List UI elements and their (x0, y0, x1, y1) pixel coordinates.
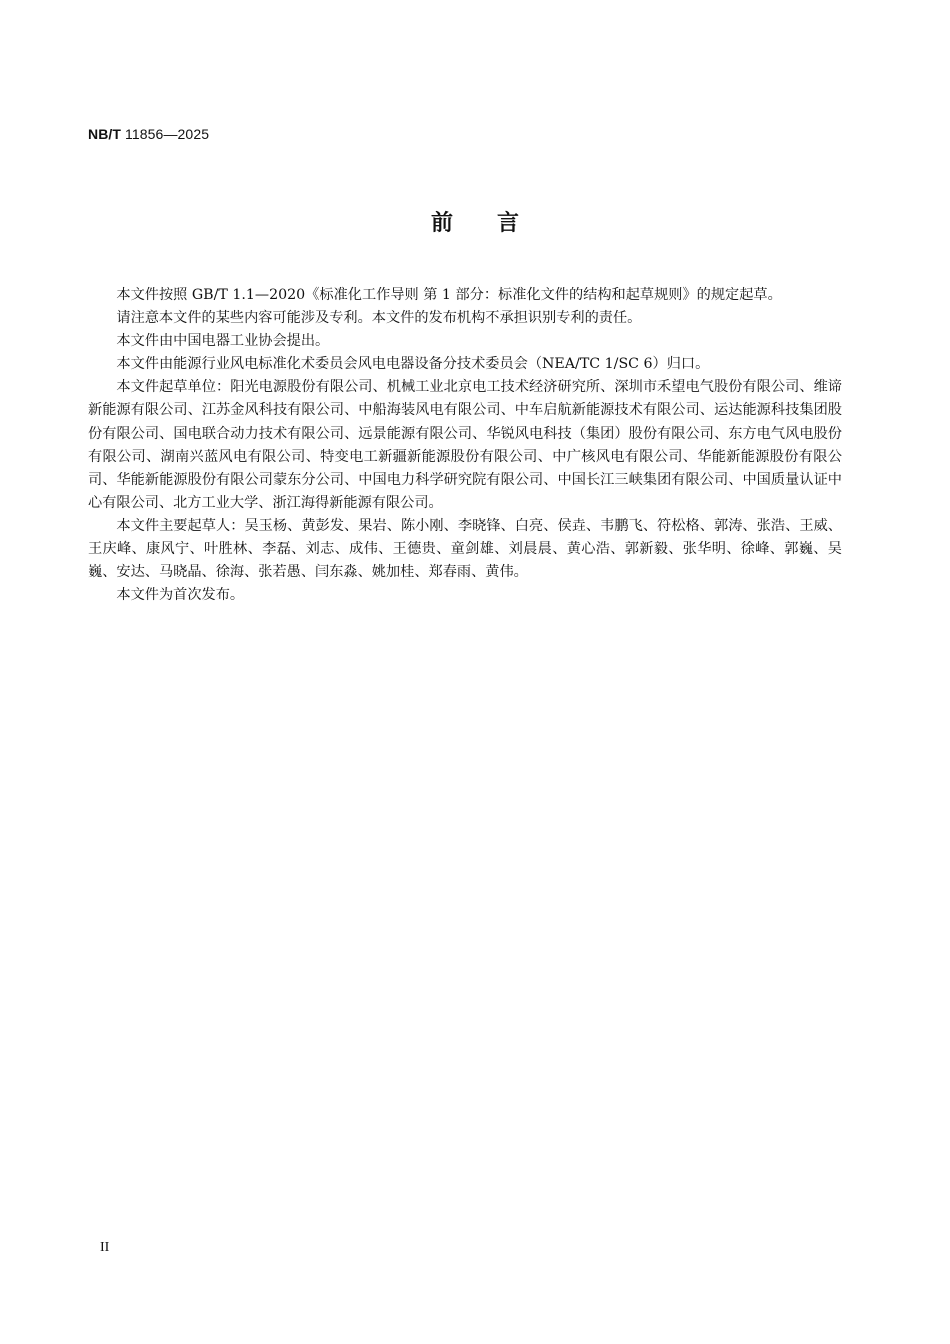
standard-prefix: NB/T (88, 126, 122, 142)
page-number: II (100, 1240, 110, 1255)
paragraph-drafting-rules: 本文件按照 GB/T 1.1—2020《标准化工作导则 第 1 部分：标准化文件的结构和起草规则》的规定起草。 (116, 287, 782, 303)
standard-code: 11856—2025 (121, 126, 210, 142)
standard-number (88, 126, 209, 142)
foreword-body (88, 284, 842, 607)
paragraph-main-drafters: 本文件主要起草人：吴玉杨、黄彭发、果岩、陈小刚、李晓锋、白亮、侯垚、韦鹏飞、符松格、郭涛、张浩、王威、王庆峰、康风宁、叶胜林、李磊、刘志、成伟、王德贵、童剑雄、刘晨晨、黄心浩、郭新毅、张华明、徐峰、郭巍、吴巍、安达、马晓晶、徐海、张若愚、闫东淼、姚加桂、郑春雨、黄伟。 (88, 517, 842, 581)
paragraph-proposer: 本文件由中国电器工业协会提出。 (116, 333, 330, 350)
paragraph-patent-notice: 请注意本文件的某些内容可能涉及专利。本文件的发布机构不承担识别专利的责任。 (116, 310, 642, 327)
paragraph-first-edition: 本文件为首次发布。 (116, 587, 245, 604)
paragraph-technical-committee: 本文件由能源行业风电标准化术委员会风电电器设备分技术委员会（NEA/TC 1/SC 6）归口。 (116, 356, 710, 373)
page-title: 前言 (430, 211, 563, 236)
paragraph-drafting-organizations: 本文件起草单位：阳光电源股份有限公司、机械工业北京电工技术经济研究所、深圳市禾望电气股份有限公司、维谛新能源有限公司、江苏金风科技有限公司、中船海装风电有限公司、中车启航新能源技术有限公司、运达能源科技集团股份有限公司、国电联合动力技术有限公司、远景能源有限公司、华锐风电科技（集团）股份有限公司、东方电气风电股份有限公司、湖南兴蓝风电有限公司、特变电工新疆新能源股份有限公司、中广核风电有限公司、华能新能源股份有限公司、华能新能源股份有限公司蒙东分公司、中国电力科学研究院有限公司、中国长江三峡集团有限公司、中国质量认证中心有限公司、北方工业大学、浙江海得新能源有限公司。 (88, 379, 842, 511)
